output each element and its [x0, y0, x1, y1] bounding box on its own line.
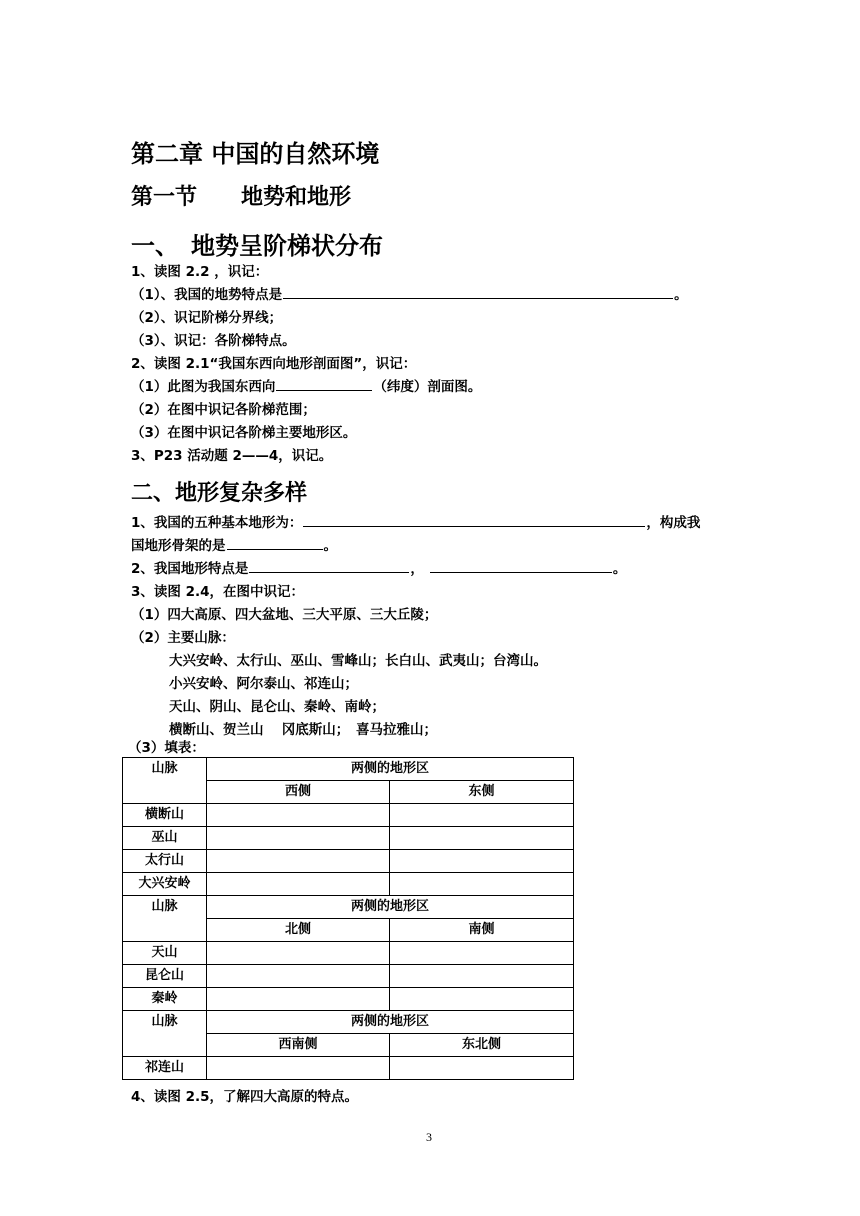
part2-q3-3: （3）填表： [128, 740, 205, 756]
part1-q1-2: （2）、识记阶梯分界线； [131, 310, 283, 326]
mountain-name: 祁连山 [123, 1057, 207, 1080]
part1-q2-2: （2）在图中识记各阶梯范围； [131, 402, 316, 418]
part1-q2-1-prefix: （1）此图为我国东西向 [131, 379, 276, 395]
mountains-line-3: 天山、阴山、昆仑山、秦岭、南岭； [169, 699, 385, 715]
part1-q1: 1、读图 2.2 ，识记： [131, 264, 269, 280]
mountain-name: 太行山 [123, 850, 207, 873]
section-title: 第一节 地势和地形 [131, 185, 352, 210]
table-row [123, 827, 574, 850]
mountains-line-1: 大兴安岭、太行山、巫山、雪峰山；长白山、武夷山；台湾山。 [169, 653, 547, 669]
heading-terrain-steps: 一、 地势呈阶梯状分布 [131, 232, 383, 260]
part2-q2-mid: ， [410, 561, 424, 577]
side-header-north: 北侧 [207, 919, 390, 942]
part2-q2-suffix: 。 [612, 561, 627, 577]
mountains-line-4: 横断山、贺兰山 冈底斯山； 喜马拉雅山； [169, 722, 437, 738]
side-header-south: 南侧 [390, 919, 574, 942]
side-header-east: 东侧 [390, 781, 574, 804]
answer-cell[interactable] [207, 1057, 390, 1080]
col-header-mountain: 山脉 [123, 1011, 207, 1057]
part2-q1-prefix: 1、我国的五种基本地形为： [131, 515, 303, 531]
part1-q1-1-suffix: 。 [674, 287, 688, 303]
heading-terrain-diverse: 二、地形复杂多样 [131, 481, 308, 506]
part1-q1-1 [131, 285, 688, 305]
part2-q1-line2 [131, 536, 337, 556]
part2-q2-prefix: 2、我国地形特点是 [131, 561, 249, 577]
mountain-name: 秦岭 [123, 988, 207, 1011]
part2-q1 [131, 513, 700, 533]
answer-blank[interactable] [430, 559, 612, 573]
answer-cell[interactable] [390, 804, 574, 827]
answer-cell[interactable] [390, 942, 574, 965]
answer-cell[interactable] [207, 988, 390, 1011]
table-row [123, 873, 574, 896]
span-header-terrain: 两侧的地形区 [207, 1011, 574, 1034]
col-header-mountain: 山脉 [123, 896, 207, 942]
table-row [123, 965, 574, 988]
mountain-name: 大兴安岭 [123, 873, 207, 896]
part2-q2 [131, 559, 626, 579]
mountains-line-2: 小兴安岭、阿尔泰山、祁连山； [169, 676, 358, 692]
answer-blank[interactable] [303, 513, 645, 527]
answer-cell[interactable] [390, 827, 574, 850]
table-row [123, 850, 574, 873]
answer-cell[interactable] [390, 988, 574, 1011]
part1-q2-1 [131, 377, 481, 397]
col-header-mountain: 山脉 [123, 758, 207, 804]
side-header-west: 西侧 [207, 781, 390, 804]
side-header-southwest: 西南侧 [207, 1034, 390, 1057]
page-number: 3 [426, 1130, 432, 1144]
answer-cell[interactable] [207, 873, 390, 896]
part1-q2-1-suffix: （纬度）剖面图。 [373, 379, 482, 395]
part1-q1-1-prefix: （1）、我国的地势特点是 [131, 287, 283, 303]
chapter-title: 第二章 中国的自然环境 [131, 140, 380, 168]
table-row [123, 1057, 574, 1080]
part1-q3: 3、P23 活动题 2——4，识记。 [131, 448, 333, 464]
answer-cell[interactable] [207, 850, 390, 873]
mountain-terrain-table [122, 757, 574, 1080]
mountain-name: 昆仑山 [123, 965, 207, 988]
part1-q2: 2、读图 2.1“我国东西向地形剖面图”，识记： [131, 356, 417, 372]
answer-blank[interactable] [227, 536, 323, 550]
mountain-name: 天山 [123, 942, 207, 965]
part2-q3-1: （1）四大高原、四大盆地、三大平原、三大丘陵； [131, 607, 438, 623]
mountain-name: 横断山 [123, 804, 207, 827]
part2-q4: 4、读图 2.5，了解四大高原的特点。 [131, 1089, 359, 1105]
part2-q1-line2-prefix: 国地形骨架的是 [131, 538, 226, 554]
part2-q1-line2-suffix: 。 [323, 538, 337, 554]
answer-blank[interactable] [276, 377, 372, 391]
answer-cell[interactable] [390, 873, 574, 896]
table-header-row [123, 758, 574, 781]
table-row [123, 804, 574, 827]
part2-q3: 3、读图 2.4，在图中识记： [131, 584, 305, 600]
side-header-northeast: 东北侧 [390, 1034, 574, 1057]
table-header-row [123, 896, 574, 919]
span-header-terrain: 两侧的地形区 [207, 758, 574, 781]
table-header-row [123, 1011, 574, 1034]
answer-cell[interactable] [207, 827, 390, 850]
mountain-name: 巫山 [123, 827, 207, 850]
answer-cell[interactable] [207, 804, 390, 827]
answer-blank[interactable] [249, 559, 409, 573]
answer-cell[interactable] [390, 965, 574, 988]
answer-cell[interactable] [207, 942, 390, 965]
answer-cell[interactable] [390, 850, 574, 873]
part1-q2-3: （3）在图中识记各阶梯主要地形区。 [131, 425, 357, 441]
answer-cell[interactable] [207, 965, 390, 988]
answer-blank[interactable] [283, 285, 673, 299]
span-header-terrain: 两侧的地形区 [207, 896, 574, 919]
part1-q1-3: （3）、识记：各阶梯特点。 [131, 333, 296, 349]
part2-q3-2: （2）主要山脉： [131, 630, 235, 646]
table-row [123, 942, 574, 965]
answer-cell[interactable] [390, 1057, 574, 1080]
part2-q1-suffix: ，构成我 [646, 515, 701, 531]
table-row [123, 988, 574, 1011]
